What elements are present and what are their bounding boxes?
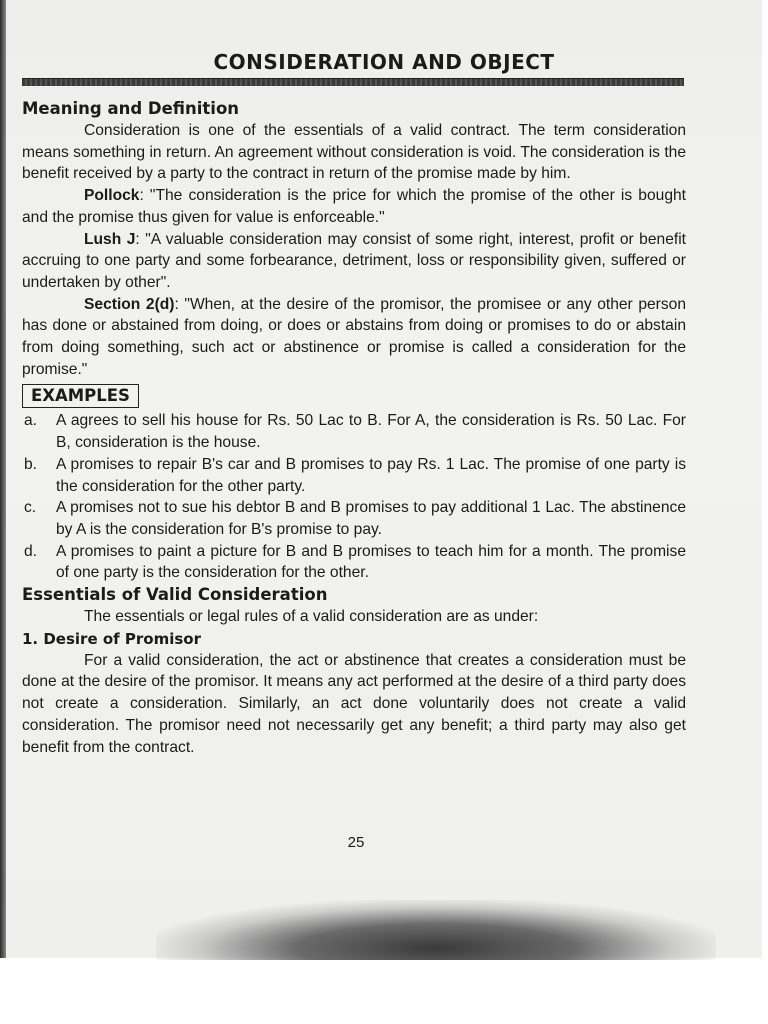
pollock-text: : "The consideration is the price for which the promise of the other is bought and the promise thus given for value is enforceable."	[22, 187, 686, 226]
lush-definition	[22, 229, 686, 294]
essentials-heading: Essentials of Valid Consideration	[22, 585, 328, 605]
page-content	[22, 98, 686, 758]
meaning-intro: Consideration is one of the essentials of a valid contract. The term consideration means something in return. An agreement without consideration is void. The consideration is the benefit received by a party to the contract in return of the promise made by him.	[22, 122, 686, 183]
example-marker: c.	[24, 499, 37, 517]
example-text: A promises to repair B's car and B promises to pay Rs. 1 Lac. The promise of one party is the consideration for the other party.	[56, 455, 686, 495]
example-item	[22, 541, 686, 584]
section-lead: Section 2(d)	[84, 295, 175, 313]
page-number: 25	[347, 834, 365, 851]
lush-lead: Lush J	[84, 230, 136, 248]
finger-shadow	[156, 900, 716, 960]
book-page	[6, 0, 762, 958]
title-rule	[22, 78, 684, 86]
section-text: : "When, at the desire of the promisor, the promisee or any other person has done or abstained from doing, or does or abstains from doing or promises to do or abstain from doing something, such act or abstinence or promise is called a consideration for the promise."	[22, 295, 686, 378]
example-item	[22, 497, 686, 540]
meaning-heading: Meaning and Definition	[22, 99, 240, 118]
example-marker: b.	[24, 455, 38, 473]
essentials-intro: The essentials or legal rules of a valid consideration are as under:	[84, 608, 539, 626]
example-marker: d.	[24, 542, 38, 560]
desire-of-promisor-heading: 1. Desire of Promisor	[22, 629, 201, 648]
examples-heading: EXAMPLES	[22, 384, 139, 408]
example-text: A promises to paint a picture for B and B promises to teach him for a month. The promise of one party is the consideration for the other.	[56, 542, 686, 582]
pollock-lead: Pollock	[84, 187, 140, 205]
section-definition	[22, 294, 686, 381]
example-item	[22, 410, 686, 453]
lush-text: : "A valuable consideration may consist of some right, interest, profit or benefit accruing to one party and some forbearance, detriment, loss or responsibility given, suffered or undertaken by other".	[22, 230, 686, 291]
desire-of-promisor-text: For a valid consideration, the act or abstinence that creates a consideration must be done at the desire of the promisor. It means any act performed at the desire of a third party does not create a consideration. Similarly, an act done voluntarily does not create a valid consideration. The promisor need not necessarily get any benefit; a third party may also get benefit from the contract.	[22, 651, 686, 756]
examples-list	[22, 410, 686, 584]
example-text: A promises not to sue his debtor B and B promises to pay additional 1 Lac. The abstinence by A is the consideration for B's promise to pay.	[56, 499, 686, 538]
example-marker: a.	[24, 412, 38, 430]
example-item	[22, 454, 686, 497]
pollock-definition	[22, 185, 686, 228]
example-text: A agrees to sell his house for Rs. 50 Lac to B. For A, the consideration is Rs. 50 Lac. For B, consideration is the house.	[56, 412, 686, 452]
page-title: CONSIDERATION AND OBJECT	[213, 50, 555, 74]
